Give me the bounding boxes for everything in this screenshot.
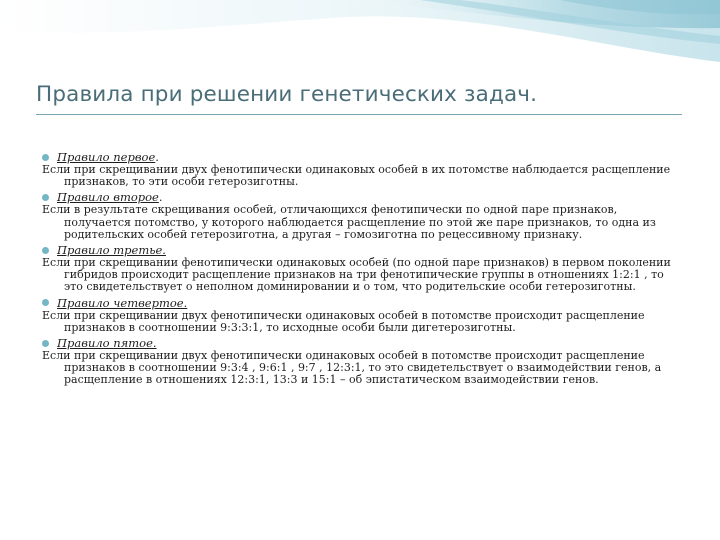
rule-5 [42,335,676,387]
wave-decoration [0,0,720,150]
rule-title: Правило второе [57,190,159,205]
bullet-icon [42,247,49,254]
bullet-icon [42,340,49,347]
rule-text: Если при скрещивании фенотипически одинаковых особей (по одной паре признаков) в первом поколении гибридов происходит расщепление признаков на три фенотипические группы в отношениях 1:2:1 , то это свидетельствует о неполном доминировании и о том, что родительские особи гетерозиготны. [42,256,671,294]
rule-title: Правило первое [57,149,156,164]
rule-title: Правило пятое. [57,335,157,350]
rule-2 [42,190,676,241]
rule-text: Если в результате скрещивания особей, отличающихся фенотипически по одной паре признаков, получается потомство, у которого наблюдается расщепление по этой же паре признаков, то одна из родительских особей гетерозиготна, а другая – гомозиготна по рецессивному признаку. [42,203,656,241]
bullet-icon [42,154,49,161]
rule-text: Если при скрещивании двух фенотипически одинаковых особей в их потомстве наблюдается расщепление признаков, то эти особи гетерозиготны. [42,163,671,189]
rule-3 [42,242,676,294]
rule-title: Правило третье. [57,242,166,257]
rule-title: Правило четвертое. [57,295,188,310]
bullet-icon [42,299,49,306]
rule-text: Если при скрещивании двух фенотипически одинаковых особей в потомстве происходит расщепление признаков в соотношении 9:3:3:1, то исходные особи были дигетерозиготны. [42,308,645,334]
title-divider [36,114,682,115]
rule-title-suffix: . [158,190,163,205]
rule-text: Если при скрещивании двух фенотипически одинаковых особей в потомстве происходит расщепление признаков в соотношении 9:3:4 , 9:6:1 , 9:7 , 12:3:1, то это свидетельствует о взаимодействии генов, а расщепление в отношениях 12:3:1, 13:3 и 15:1 – об эпистатическом взаимодействии генов. [42,349,662,387]
slide-title: Правила при решении генетических задач. [36,82,538,107]
rules-list [42,149,676,389]
rule-title-suffix: . [155,149,159,164]
rule-4 [42,295,676,334]
rule-1 [42,149,676,189]
bullet-icon [42,194,49,201]
